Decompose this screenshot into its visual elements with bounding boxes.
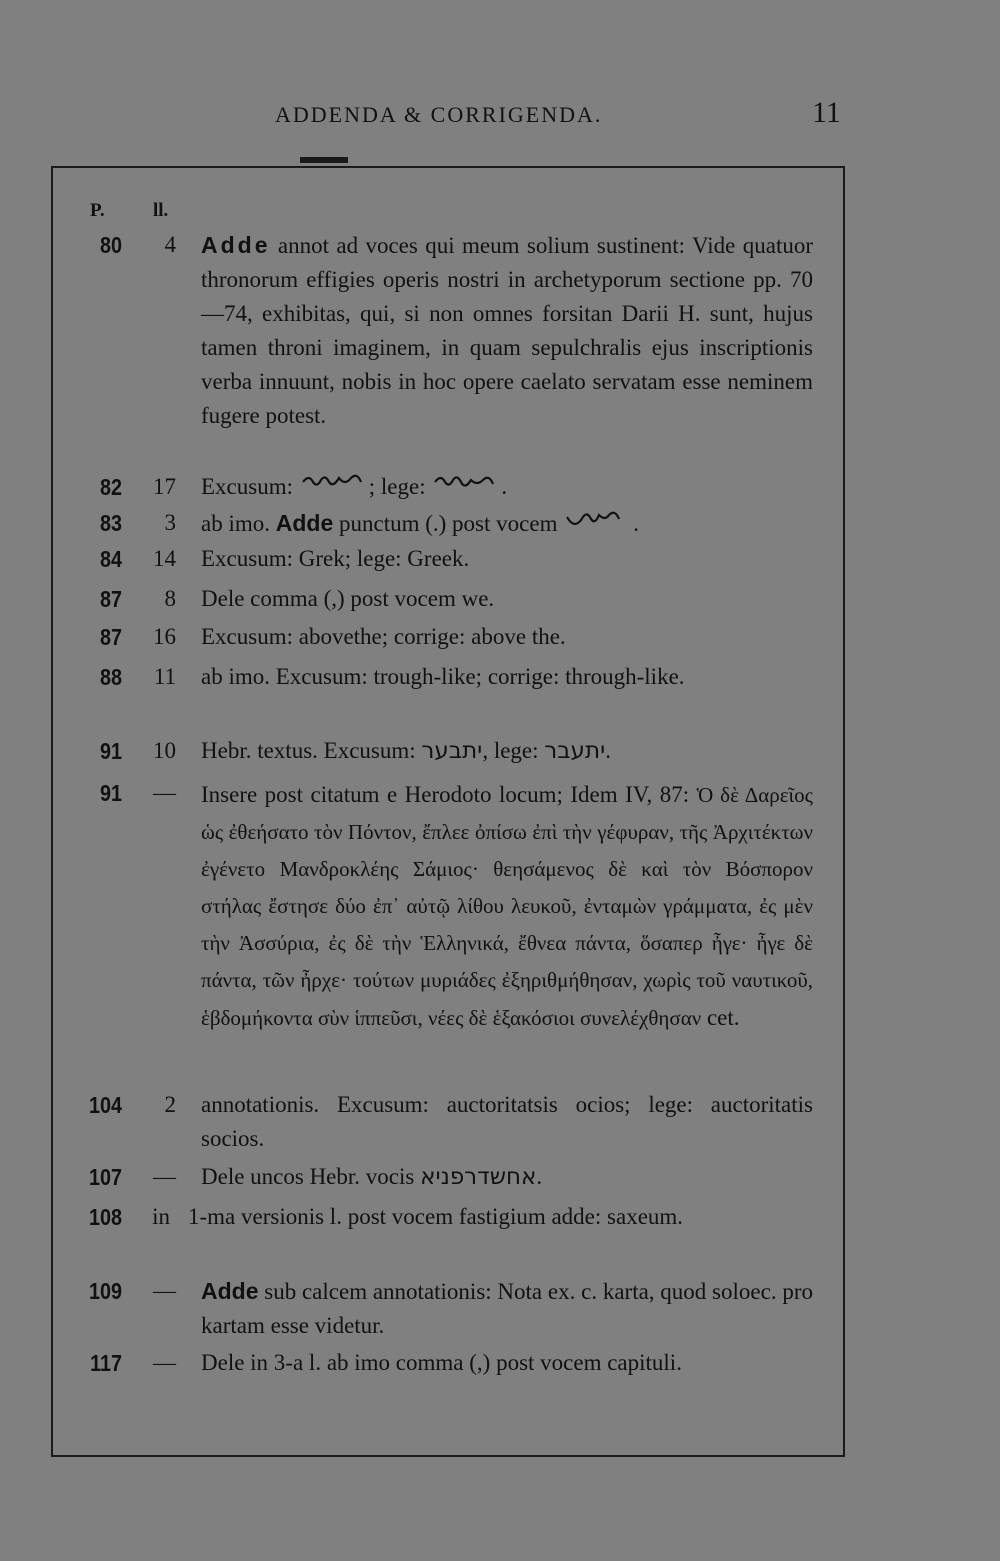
entry-page: 104 xyxy=(88,1092,122,1118)
entry-text xyxy=(201,776,813,1037)
entry-text-part: ; lege: xyxy=(368,474,432,499)
entry-text: Excusum: abovethe; corrige: above the. xyxy=(201,624,566,649)
entry-bold: Adde xyxy=(201,232,271,258)
column-head-page: P. xyxy=(90,200,105,221)
hebrew-word: יתבער xyxy=(421,738,483,764)
entry-text: ab imo. Excusum: trough-like; corrige: through-like. xyxy=(201,664,685,689)
running-head: ADDENDA & CORRIGENDA. xyxy=(275,102,603,127)
entry-line: 4 xyxy=(164,232,176,257)
hebrew-word: יתעבר xyxy=(544,738,606,764)
entry-line: — xyxy=(153,1278,176,1303)
entry-text-part: punctum (.) post vocem xyxy=(333,511,564,536)
entry-page: 109 xyxy=(88,1278,122,1304)
entry-page: 87 xyxy=(99,586,122,612)
entry-text xyxy=(201,470,813,504)
entry-text: annotationis. Excusum: auctoritatsis ocios; lege: auctoritatis socios. xyxy=(201,1092,813,1151)
entry-line: 2 xyxy=(164,1092,176,1117)
entry-bold: Adde xyxy=(201,1278,259,1304)
arabic-word-glyph xyxy=(563,507,633,531)
entry-text: 1-ma versionis l. post vocem fastigium adde: saxeum. xyxy=(188,1204,684,1229)
entry-text xyxy=(201,1274,813,1343)
entry-text: Dele in 3-a l. ab imo comma (,) post vocem capituli. xyxy=(201,1350,682,1375)
entry-page: 88 xyxy=(99,664,122,690)
entry-text-part: . xyxy=(501,474,508,499)
entry-text-part: , lege: xyxy=(482,738,545,763)
entry-line: 16 xyxy=(153,624,176,649)
frame-mark xyxy=(300,157,348,163)
entry-line: 3 xyxy=(164,510,176,535)
arabic-word-glyph xyxy=(299,470,369,494)
entry-text-part: . xyxy=(633,511,639,536)
entry-page: 83 xyxy=(99,510,122,536)
entry-bold: Adde xyxy=(275,510,334,536)
entry-text-part: Insere post citatum e Herodoto locum; Idem IV, 87: xyxy=(201,782,697,807)
entry-line: — xyxy=(153,1164,176,1189)
entry-text-part: Excusum: xyxy=(201,474,299,499)
page-header xyxy=(0,96,1000,136)
entry-text: Excusum: Grek; lege: Greek. xyxy=(201,546,470,571)
entry-line: 8 xyxy=(164,586,176,611)
entry-page: 87 xyxy=(99,624,122,650)
entry-line: — xyxy=(153,1350,176,1375)
entry-page: 82 xyxy=(99,474,122,500)
entry-text-part: Hebr. textus. Excusum: xyxy=(201,738,422,763)
entry-page: 84 xyxy=(99,546,122,572)
entry-line: in xyxy=(152,1204,170,1229)
arabic-word-glyph xyxy=(431,470,501,494)
entry-text-rest: sub calcem annotationis: Nota ex. c. karta, quod soloec. pro kartam esse videtur. xyxy=(201,1279,813,1338)
entry-text: Dele comma (,) post vocem we. xyxy=(201,586,495,611)
greek-quotation: Ὁ δὲ Δαρεῖος ὡς ἐθεήσατο τὸν Πόντον, ἔπλεε ὀπίσω ἐπὶ τὴν γέφυραν, τῆς Ἀρχιτέκτων ἐγένετο Μανδροκλέης Σάμιος· θεησάμενος δὲ καὶ τὸν Βόσπορον στήλας ἔστησε δύο ἐπ᾽ αὐτῷ λίθου λευκοῦ, ἐνταμὼν γράμματα, ἐς μὲν τὴν Ἀσσύρια, ἐς δὲ τὴν Ἑλληνικά, ἔθνεα πάντα, ὅσαπερ ἦγε· ἦγε δὲ πάντα, τῶν ἦρχε· τούτων μυριάδες ἐξηριθμήθησαν, χωρὶς τοῦ ναυτικοῦ, ἑβδομήκοντα σὺν ἱππεῦσι, νέες δὲ ἑξακόσιοι συνελέχθησαν xyxy=(201,783,813,1030)
entry-page: 117 xyxy=(90,1350,122,1376)
entry-text xyxy=(201,506,813,541)
entry-line: 14 xyxy=(153,546,176,571)
page-number: 11 xyxy=(812,96,841,129)
entry-line: 17 xyxy=(153,474,176,499)
entry-text-part: . xyxy=(536,1164,543,1189)
entry-line: 10 xyxy=(153,738,176,763)
entry-text-part: Dele uncos Hebr. vocis xyxy=(201,1164,421,1189)
entry-page: 107 xyxy=(88,1164,122,1190)
entry-page: 108 xyxy=(88,1204,122,1230)
entry-page: 91 xyxy=(99,780,122,806)
entry-line: 11 xyxy=(153,664,176,689)
entry-text xyxy=(201,228,813,433)
entry-text-part: . xyxy=(605,738,611,763)
entry-text xyxy=(201,734,813,768)
entry-text-part: cet. xyxy=(701,1005,740,1030)
hebrew-word: אחשדרפניא xyxy=(420,1164,537,1190)
entry-text-rest: annot ad voces qui meum solium sustinent: Vide quatuor thronorum effigies operis nostri in archetyporum sectione pp. 70—74, exhibitas, qui, si non omnes forsitan Darii H. sunt, hujus tamen throni imaginem, in quam sepulchralis ejus inscriptionis verba innuunt, nobis in hoc opere caelato servatam esse neminem fugere potest. xyxy=(201,233,813,428)
entry-page: 91 xyxy=(99,738,122,764)
entry-text-part: ab imo. xyxy=(201,511,276,536)
entry-line: — xyxy=(153,780,176,805)
entry-text xyxy=(201,1160,813,1194)
column-head-line: ll. xyxy=(153,200,169,221)
entry-page: 80 xyxy=(99,232,122,258)
